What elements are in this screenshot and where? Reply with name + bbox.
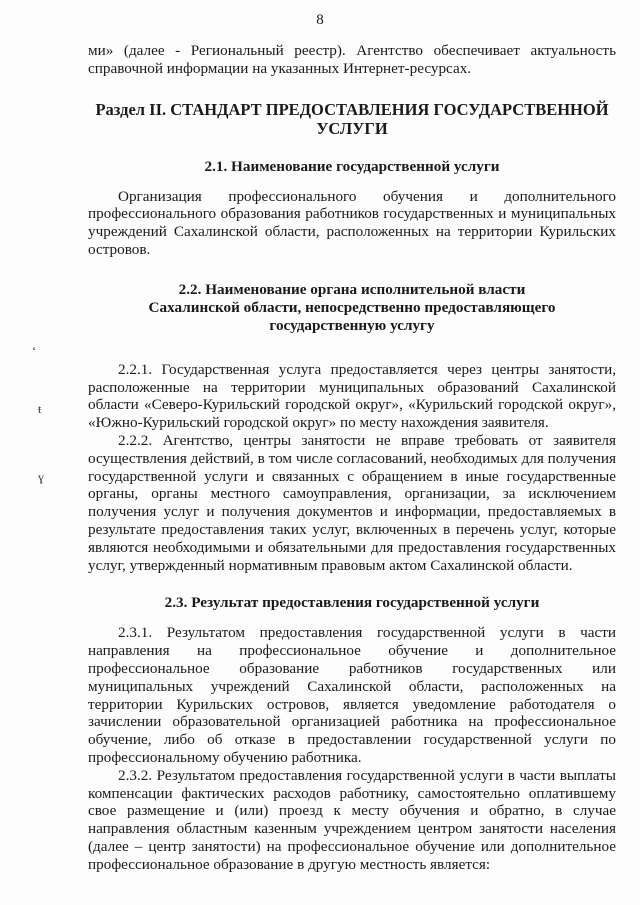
margin-mark: ʻ [32, 344, 36, 358]
paragraph-2-3-1: 2.3.1. Результатом предоставления государственной услуги в части направления на профессиональное обучение и дополнительное профессиональное образование работников государственных или муниципальных учреждений Сахалинской области, расположенных на территории Курильских островов, является уведомление работодателя о зачислении образовательной организацией работника на профессиональное обучение, либо об отказе в предоставлении государственной услуги по профессиональному обучению работника. [88, 624, 616, 766]
margin-mark: ŧ [38, 402, 42, 416]
page-number: 8 [316, 12, 324, 28]
subsection-2-2-title [88, 281, 616, 335]
subsection-2-2-title-line: 2.2. Наименование органа исполнительной власти [178, 280, 526, 298]
subsection-2-2-title-line: Сахалинской области, непосредственно предоставляющего [148, 298, 556, 316]
margin-mark: ɣ [38, 470, 44, 484]
section-2-title: Раздел II. СТАНДАРТ ПРЕДОСТАВЛЕНИЯ ГОСУДАРСТВЕННОЙ УСЛУГИ [95, 99, 609, 138]
paragraph-2-2-1: 2.2.1. Государственная услуга предоставляется через центры занятости, расположенные на территории муниципальных образований Сахалинской области «Северо-Курильский городской округ», «Курильский городской округ», «Южно-Курильский городской округ» по месту нахождения заявителя. [88, 360, 616, 432]
subsection-2-1-title: 2.1. Наименование государственной услуги [204, 157, 500, 175]
subsection-2-2-title-line: государственную услугу [269, 316, 435, 334]
paragraph-2-3-2: 2.3.2. Результатом предоставления государственной услуги в части выплаты компенсации фактических расходов работнику, самостоятельно оплатившему свое размещение и (или) проезд к месту обучения и обратно, в случае направления областным казенным учреждением центром занятости населения (далее – центр занятости) на профессиональное обучение или дополнительное профессиональное образование в другую местность является: [88, 766, 616, 873]
document-body [88, 42, 616, 874]
subsection-2-3-title: 2.3. Результат предоставления государственной услуги [164, 594, 540, 612]
paragraph-2-2-2: 2.2.2. Агентство, центры занятости не вправе требовать от заявителя осуществления действий, в том числе согласований, необходимых для получения государственной услуги и связанных с обращением в иные государственные органы, органы местного самоуправления, организации, за исключением получения услуг и получения документов и информации, предоставляемых в результате предоставления таких услуг, включенных в перечень услуг, которые являются необходимыми и обязательными для предоставления государственных услуг, утвержденный нормативным правовым актом Сахалинской области. [88, 431, 616, 574]
subsection-2-1-text: Организация профессионального обучения и дополнительного профессионального образования работников государственных и муниципальных учреждений Сахалинской области, расположенных на территории Курильских островов. [88, 187, 616, 258]
intro-paragraph: ми» (далее - Региональный реестр). Агентство обеспечивает актуальность справочной информации на указанных Интернет-ресурсах. [88, 42, 616, 77]
